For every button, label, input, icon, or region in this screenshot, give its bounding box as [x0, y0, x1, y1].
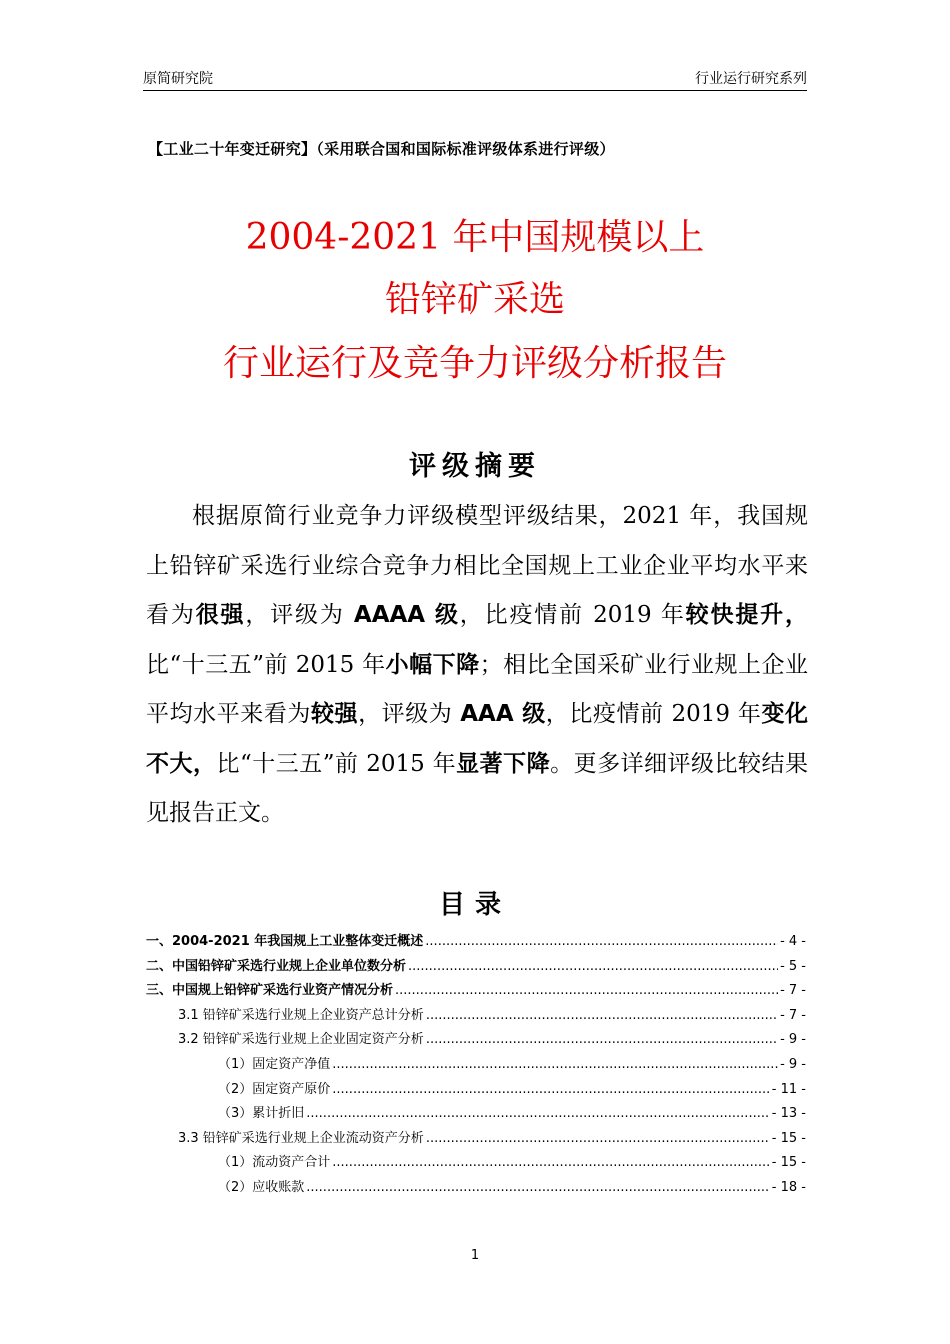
title-line-3: 行业运行及竞争力评级分析报告 — [222, 343, 727, 384]
abstract-body — [146, 492, 808, 839]
toc-entry-label: （1）流动资产合计 — [218, 1155, 331, 1171]
toc-leader-dots — [332, 1057, 778, 1072]
toc-entry-label: （2）固定资产原价 — [218, 1081, 331, 1097]
abstract-highlight: AAA 级 — [460, 701, 546, 727]
toc-entry-label: 二、中国铅锌矿采选行业规上企业单位数分析 — [146, 958, 407, 974]
toc-entry-page: - 7 - — [780, 983, 806, 999]
toc-leader-dots — [426, 1131, 770, 1146]
abstract-text: ，比疫情前 2019 年 — [545, 701, 762, 727]
toc-entry-page: - 9 - — [780, 1056, 806, 1072]
toc-entry[interactable] — [146, 1102, 806, 1127]
toc-entry[interactable] — [146, 1078, 806, 1103]
toc-leader-dots — [395, 983, 778, 998]
abstract-highlight: AAAA 级 — [353, 602, 460, 628]
header-series-name: 行业运行研究系列 — [695, 71, 807, 87]
toc-entry-label: 一、2004-2021 年我国规上工业整体变迁概述 — [146, 934, 424, 949]
toc-entry-label: （1）固定资产净值 — [218, 1056, 331, 1072]
toc-leader-dots — [332, 1155, 770, 1170]
toc-entry-page: - 4 - — [780, 934, 806, 949]
abstract-text: ，评级为 — [358, 701, 461, 727]
abstract-highlight: 很强 — [195, 602, 246, 628]
toc-entry-page: - 15 - — [771, 1155, 806, 1171]
toc-leader-dots — [306, 1106, 770, 1121]
toc-entry-page: - 9 - — [780, 1032, 806, 1048]
abstract-highlight: 变化不大， — [146, 701, 809, 777]
toc-entry-label: （3）累计折旧 — [218, 1106, 305, 1122]
abstract-text: 。更多详细评级比较结果见报告正文。 — [146, 750, 809, 826]
title-line-2: 铅锌矿采选 — [384, 279, 565, 320]
toc-entry[interactable] — [146, 1151, 806, 1176]
toc-entry[interactable] — [146, 979, 806, 1004]
toc-entry-label: 三、中国规上铅锌矿采选行业资产情况分析 — [146, 983, 394, 999]
toc-entry-page: - 15 - — [771, 1130, 806, 1146]
abstract-highlight: 较快提升， — [685, 602, 809, 628]
abstract-text: 比“十三五”前 2015 年 — [216, 750, 457, 777]
toc-leader-dots — [426, 1032, 778, 1047]
toc-entry-label: 3.2 铅锌矿采选行业规上企业固定资产分析 — [178, 1032, 424, 1048]
toc-entry-label: 3.1 铅锌矿采选行业规上企业资产总计分析 — [178, 1007, 424, 1023]
abstract-heading: 评级摘要 — [409, 451, 541, 482]
abstract-text: ；相比全国采矿业行业规上企业平均水平来看为 — [146, 651, 809, 727]
toc-heading: 目录 — [438, 890, 511, 920]
toc-leader-dots — [332, 1082, 770, 1097]
abstract-text: 比“十三五”前 2015 年 — [146, 651, 386, 678]
toc-leader-dots — [425, 934, 778, 949]
toc-entry[interactable] — [146, 1004, 806, 1029]
toc-entry-page: - 7 - — [780, 1007, 806, 1023]
toc-entry[interactable] — [146, 930, 806, 955]
abstract-highlight: 小幅下降 — [385, 651, 480, 678]
toc-entry-page: - 18 - — [771, 1179, 806, 1195]
title-line-1: 2004-2021 年中国规模以上 — [245, 217, 705, 258]
toc-entry[interactable] — [146, 1176, 806, 1201]
toc-entry-page: - 11 - — [771, 1081, 806, 1097]
toc-entry-page: - 5 - — [780, 958, 806, 974]
toc-entry[interactable] — [146, 1028, 806, 1053]
toc-entry-page: - 13 - — [771, 1106, 806, 1122]
page-header — [143, 64, 807, 91]
abstract-text: 根据原简行业竞争力评级模型评级结果，2021 年，我国规上铅锌矿采选行业综合竞争力相比全国规上工业企业平均水平来看为 — [146, 503, 808, 628]
series-line: 【工业二十年变迁研究】（采用联合国和国际标准评级体系进行评级） — [148, 140, 615, 158]
abstract-highlight: 显著下降 — [456, 750, 551, 777]
abstract-text: ，比疫情前 2019 年 — [459, 602, 686, 628]
toc-entry[interactable] — [146, 1053, 806, 1078]
toc-entry-label: 3.3 铅锌矿采选行业规上企业流动资产分析 — [178, 1130, 424, 1146]
toc-entry-label: （2）应收账款 — [218, 1179, 305, 1195]
toc-leader-dots — [306, 1180, 770, 1195]
toc-entry[interactable] — [146, 955, 806, 980]
toc-leader-dots — [426, 1008, 778, 1023]
abstract-highlight: 较强 — [310, 701, 359, 727]
toc-entry[interactable] — [146, 1127, 806, 1152]
abstract-paragraph — [146, 492, 808, 839]
toc-leader-dots — [408, 959, 778, 974]
header-org-name: 原简研究院 — [143, 71, 213, 87]
table-of-contents — [146, 930, 806, 1201]
abstract-text: ，评级为 — [245, 602, 354, 628]
page-number: 1 — [470, 1248, 480, 1263]
